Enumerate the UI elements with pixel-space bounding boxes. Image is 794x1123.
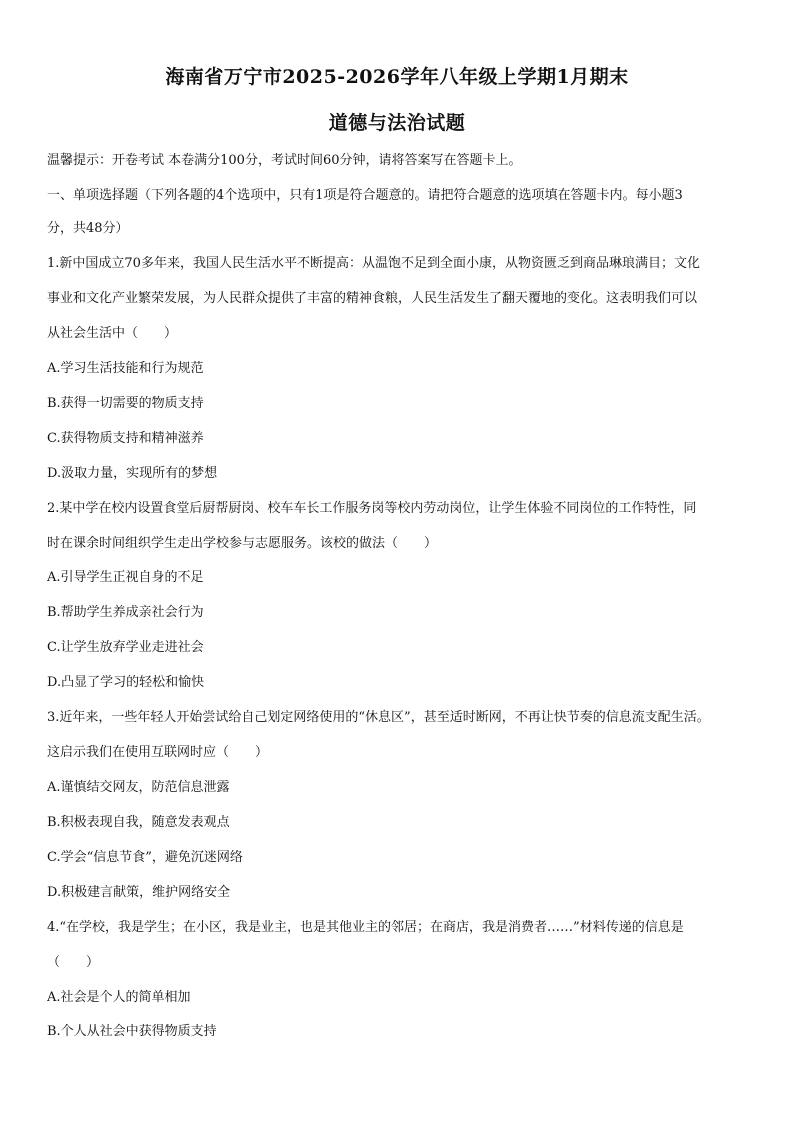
question-1-option-d: D.汲取力量，实现所有的梦想 [47, 466, 218, 481]
question-2-line-1: 2.某中学在校内设置食堂后厨帮厨岗、校车车长工作服务岗等校内劳动岗位，让学生体验不同岗位的工作特性，同 [47, 501, 697, 516]
exam-title: 海南省万宁市2025-2026学年八年级上学期1月期末 [165, 66, 629, 88]
question-1-line-2: 事业和文化产业繁荣发展，为人民群众提供了丰富的精神食粮，人民生活发生了翻天覆地的变化。这表明我们可以 [47, 291, 698, 306]
question-1-line-3: 从社会生活中（ ） [47, 326, 178, 341]
question-2-option-b: B.帮助学生养成亲社会行为 [47, 605, 204, 620]
question-3-option-a: A.谨慎结交网友，防范信息泄露 [47, 780, 230, 795]
question-2-option-c: C.让学生放弃学业走进社会 [47, 640, 204, 655]
question-3-option-d: D.积极建言献策，维护网络安全 [47, 885, 231, 900]
question-4-line-2: （ ） [47, 955, 100, 970]
question-1-option-a: A.学习生活技能和行为规范 [47, 361, 204, 376]
question-2-line-2: 时在课余时间组织学生走出学校参与志愿服务。该校的做法（ ） [47, 536, 438, 551]
question-4-line-1: 4.“在学校，我是学生；在小区，我是业主，也是其他业主的邻居；在商店，我是消费者……”材料传递的信息是 [47, 920, 684, 935]
question-3-option-c: C.学会“信息节食”，避免沉迷网络 [47, 850, 243, 865]
question-4-option-b: B.个人从社会中获得物质支持 [47, 1024, 217, 1039]
question-3-line-1: 3.近年来，一些年轻人开始尝试给自己划定网络使用的“休息区”，甚至适时断网，不再让快节奏的信息流支配生活。 [47, 710, 710, 725]
question-2-option-a: A.引导学生正视自身的不足 [47, 570, 204, 585]
question-1-line-1: 1.新中国成立70多年来，我国人民生活水平不断提高：从温饱不足到全面小康，从物资匮乏到商品琳琅满目；文化 [47, 256, 700, 271]
notice-text: 温馨提示：开卷考试 本卷满分100分，考试时间60分钟，请将答案写在答题卡上。 [47, 153, 522, 168]
question-3-line-2: 这启示我们在使用互联网时应（ ） [47, 745, 269, 760]
exam-subtitle: 道德与法治试题 [328, 112, 466, 134]
question-1-option-b: B.获得一切需要的物质支持 [47, 396, 204, 411]
question-2-option-d: D.凸显了学习的轻松和愉快 [47, 675, 205, 690]
question-1-option-c: C.获得物质支持和精神滋养 [47, 431, 204, 446]
question-4-option-a: A.社会是个人的简单相加 [47, 990, 191, 1005]
section-heading-cont: 分，共48分） [47, 221, 129, 236]
question-3-option-b: B.积极表现自我，随意发表观点 [47, 815, 230, 830]
section-heading: 一、单项选择题（下列各题的4个选项中，只有1项是符合题意的。请把符合题意的选项填在答题卡内。每小题3 [47, 188, 683, 203]
